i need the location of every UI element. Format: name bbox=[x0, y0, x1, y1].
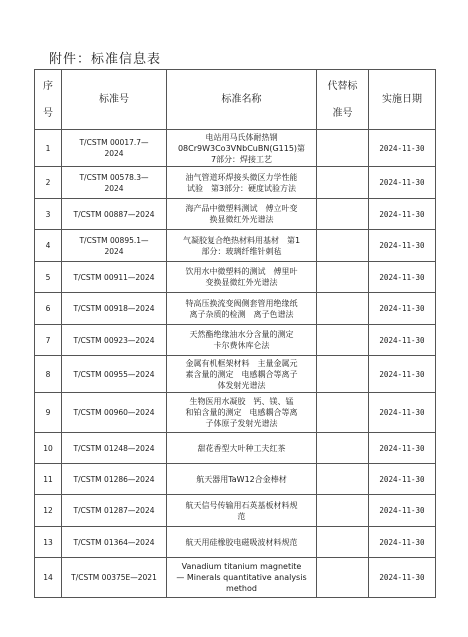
cell-code: T/CSTM 00923—2024 bbox=[62, 325, 167, 356]
cell-replace bbox=[317, 495, 369, 527]
cell-seq: 12 bbox=[35, 495, 62, 527]
cell-replace bbox=[317, 393, 369, 433]
cell-date: 2024-11-30 bbox=[369, 527, 436, 558]
table-row bbox=[35, 433, 436, 464]
cell-replace bbox=[317, 262, 369, 293]
table-row bbox=[35, 262, 436, 293]
table-header-row bbox=[35, 70, 436, 130]
cell-seq: 14 bbox=[35, 558, 62, 598]
cell-replace bbox=[317, 167, 369, 199]
cell-code: T/CSTM 01287—2024 bbox=[62, 495, 167, 527]
cell-replace bbox=[317, 130, 369, 167]
cell-code: T/CSTM 00375E—2021 bbox=[62, 558, 167, 598]
standards-table bbox=[34, 69, 436, 598]
cell-code: T/CSTM 01286—2024 bbox=[62, 464, 167, 495]
header-replace: 代替标 准号 bbox=[317, 70, 369, 130]
cell-seq: 8 bbox=[35, 356, 62, 393]
table-row bbox=[35, 495, 436, 527]
cell-seq: 4 bbox=[35, 230, 62, 262]
table-row bbox=[35, 527, 436, 558]
cell-seq: 5 bbox=[35, 262, 62, 293]
cell-date: 2024-11-30 bbox=[369, 199, 436, 230]
cell-name: 金属有机框架材料 主量金属元 素含量的测定 电感耦合等离子 体发射光谱法 bbox=[167, 356, 317, 393]
cell-code: T/CSTM 00918—2024 bbox=[62, 293, 167, 325]
cell-date: 2024-11-30 bbox=[369, 495, 436, 527]
cell-code: T/CSTM 00578.3— 2024 bbox=[62, 167, 167, 199]
cell-name: 航天器用TaW12合金棒材 bbox=[167, 464, 317, 495]
cell-name: 航天用硅橡胶电磁吸波材料规范 bbox=[167, 527, 317, 558]
cell-name: 气凝胶复合绝热材料用基材 第1 部分：玻璃纤维针刺毡 bbox=[167, 230, 317, 262]
cell-name: 电站用马氏体耐热钢 08Cr9W3Co3VNbCuBN(G115)第 7部分：焊接工艺 bbox=[167, 130, 317, 167]
header-seq: 序 号 bbox=[35, 70, 62, 130]
cell-code: T/CSTM 00895.1— 2024 bbox=[62, 230, 167, 262]
cell-code: T/CSTM 00960—2024 bbox=[62, 393, 167, 433]
cell-name: 特高压换流变阀侧套管用绝缘纸 离子杂质的检测 离子色谱法 bbox=[167, 293, 317, 325]
header-name: 标准名称 bbox=[167, 70, 317, 130]
cell-code: T/CSTM 00955—2024 bbox=[62, 356, 167, 393]
cell-replace bbox=[317, 464, 369, 495]
cell-code: T/CSTM 00017.7— 2024 bbox=[62, 130, 167, 167]
page-title: 附件：标准信息表 bbox=[49, 52, 162, 67]
table-row bbox=[35, 558, 436, 598]
cell-code: T/CSTM 01364—2024 bbox=[62, 527, 167, 558]
table-row bbox=[35, 230, 436, 262]
cell-replace bbox=[317, 558, 369, 598]
cell-replace bbox=[317, 199, 369, 230]
cell-date: 2024-11-30 bbox=[369, 356, 436, 393]
cell-replace bbox=[317, 230, 369, 262]
cell-seq: 6 bbox=[35, 293, 62, 325]
cell-seq: 10 bbox=[35, 433, 62, 464]
cell-replace bbox=[317, 293, 369, 325]
cell-date: 2024-11-30 bbox=[369, 262, 436, 293]
cell-replace bbox=[317, 325, 369, 356]
cell-seq: 1 bbox=[35, 130, 62, 167]
cell-date: 2024-11-30 bbox=[369, 433, 436, 464]
cell-code: T/CSTM 00887—2024 bbox=[62, 199, 167, 230]
table-row bbox=[35, 325, 436, 356]
cell-replace bbox=[317, 527, 369, 558]
table-row bbox=[35, 464, 436, 495]
header-date: 实施日期 bbox=[369, 70, 436, 130]
cell-date: 2024-11-30 bbox=[369, 325, 436, 356]
table-row bbox=[35, 293, 436, 325]
cell-name: 生物医用水凝胶 钙、镁、锰 和铂含量的测定 电感耦合等离 子体原子发射光谱法 bbox=[167, 393, 317, 433]
table-row bbox=[35, 393, 436, 433]
cell-replace bbox=[317, 356, 369, 393]
cell-replace bbox=[317, 433, 369, 464]
cell-seq: 3 bbox=[35, 199, 62, 230]
cell-date: 2024-11-30 bbox=[369, 130, 436, 167]
cell-name: 天然酯绝缘油水分含量的测定 卡尔费休库仑法 bbox=[167, 325, 317, 356]
cell-date: 2024-11-30 bbox=[369, 558, 436, 598]
cell-name: 甜花香型大叶种工夫红茶 bbox=[167, 433, 317, 464]
cell-code: T/CSTM 00911—2024 bbox=[62, 262, 167, 293]
cell-code: T/CSTM 01248—2024 bbox=[62, 433, 167, 464]
cell-name: 饮用水中微塑料的测试 傅里叶 变换显微红外光谱法 bbox=[167, 262, 317, 293]
cell-seq: 9 bbox=[35, 393, 62, 433]
cell-name: Vanadium titanium magnetite — Minerals quantitative analysis method bbox=[167, 558, 317, 598]
cell-date: 2024-11-30 bbox=[369, 393, 436, 433]
cell-name: 航天信号传输用石英基板材料规 范 bbox=[167, 495, 317, 527]
cell-date: 2024-11-30 bbox=[369, 167, 436, 199]
header-code: 标准号 bbox=[62, 70, 167, 130]
cell-seq: 11 bbox=[35, 464, 62, 495]
cell-date: 2024-11-30 bbox=[369, 230, 436, 262]
cell-name: 油气管道环焊接头微区力学性能 试验 第3部分：硬度试验方法 bbox=[167, 167, 317, 199]
table-row bbox=[35, 130, 436, 167]
table-row bbox=[35, 199, 436, 230]
table-row bbox=[35, 356, 436, 393]
cell-name: 海产品中微塑料测试 傅立叶变 换显微红外光谱法 bbox=[167, 199, 317, 230]
table-row bbox=[35, 167, 436, 199]
cell-date: 2024-11-30 bbox=[369, 464, 436, 495]
cell-seq: 2 bbox=[35, 167, 62, 199]
cell-date: 2024-11-30 bbox=[369, 293, 436, 325]
cell-seq: 13 bbox=[35, 527, 62, 558]
cell-seq: 7 bbox=[35, 325, 62, 356]
